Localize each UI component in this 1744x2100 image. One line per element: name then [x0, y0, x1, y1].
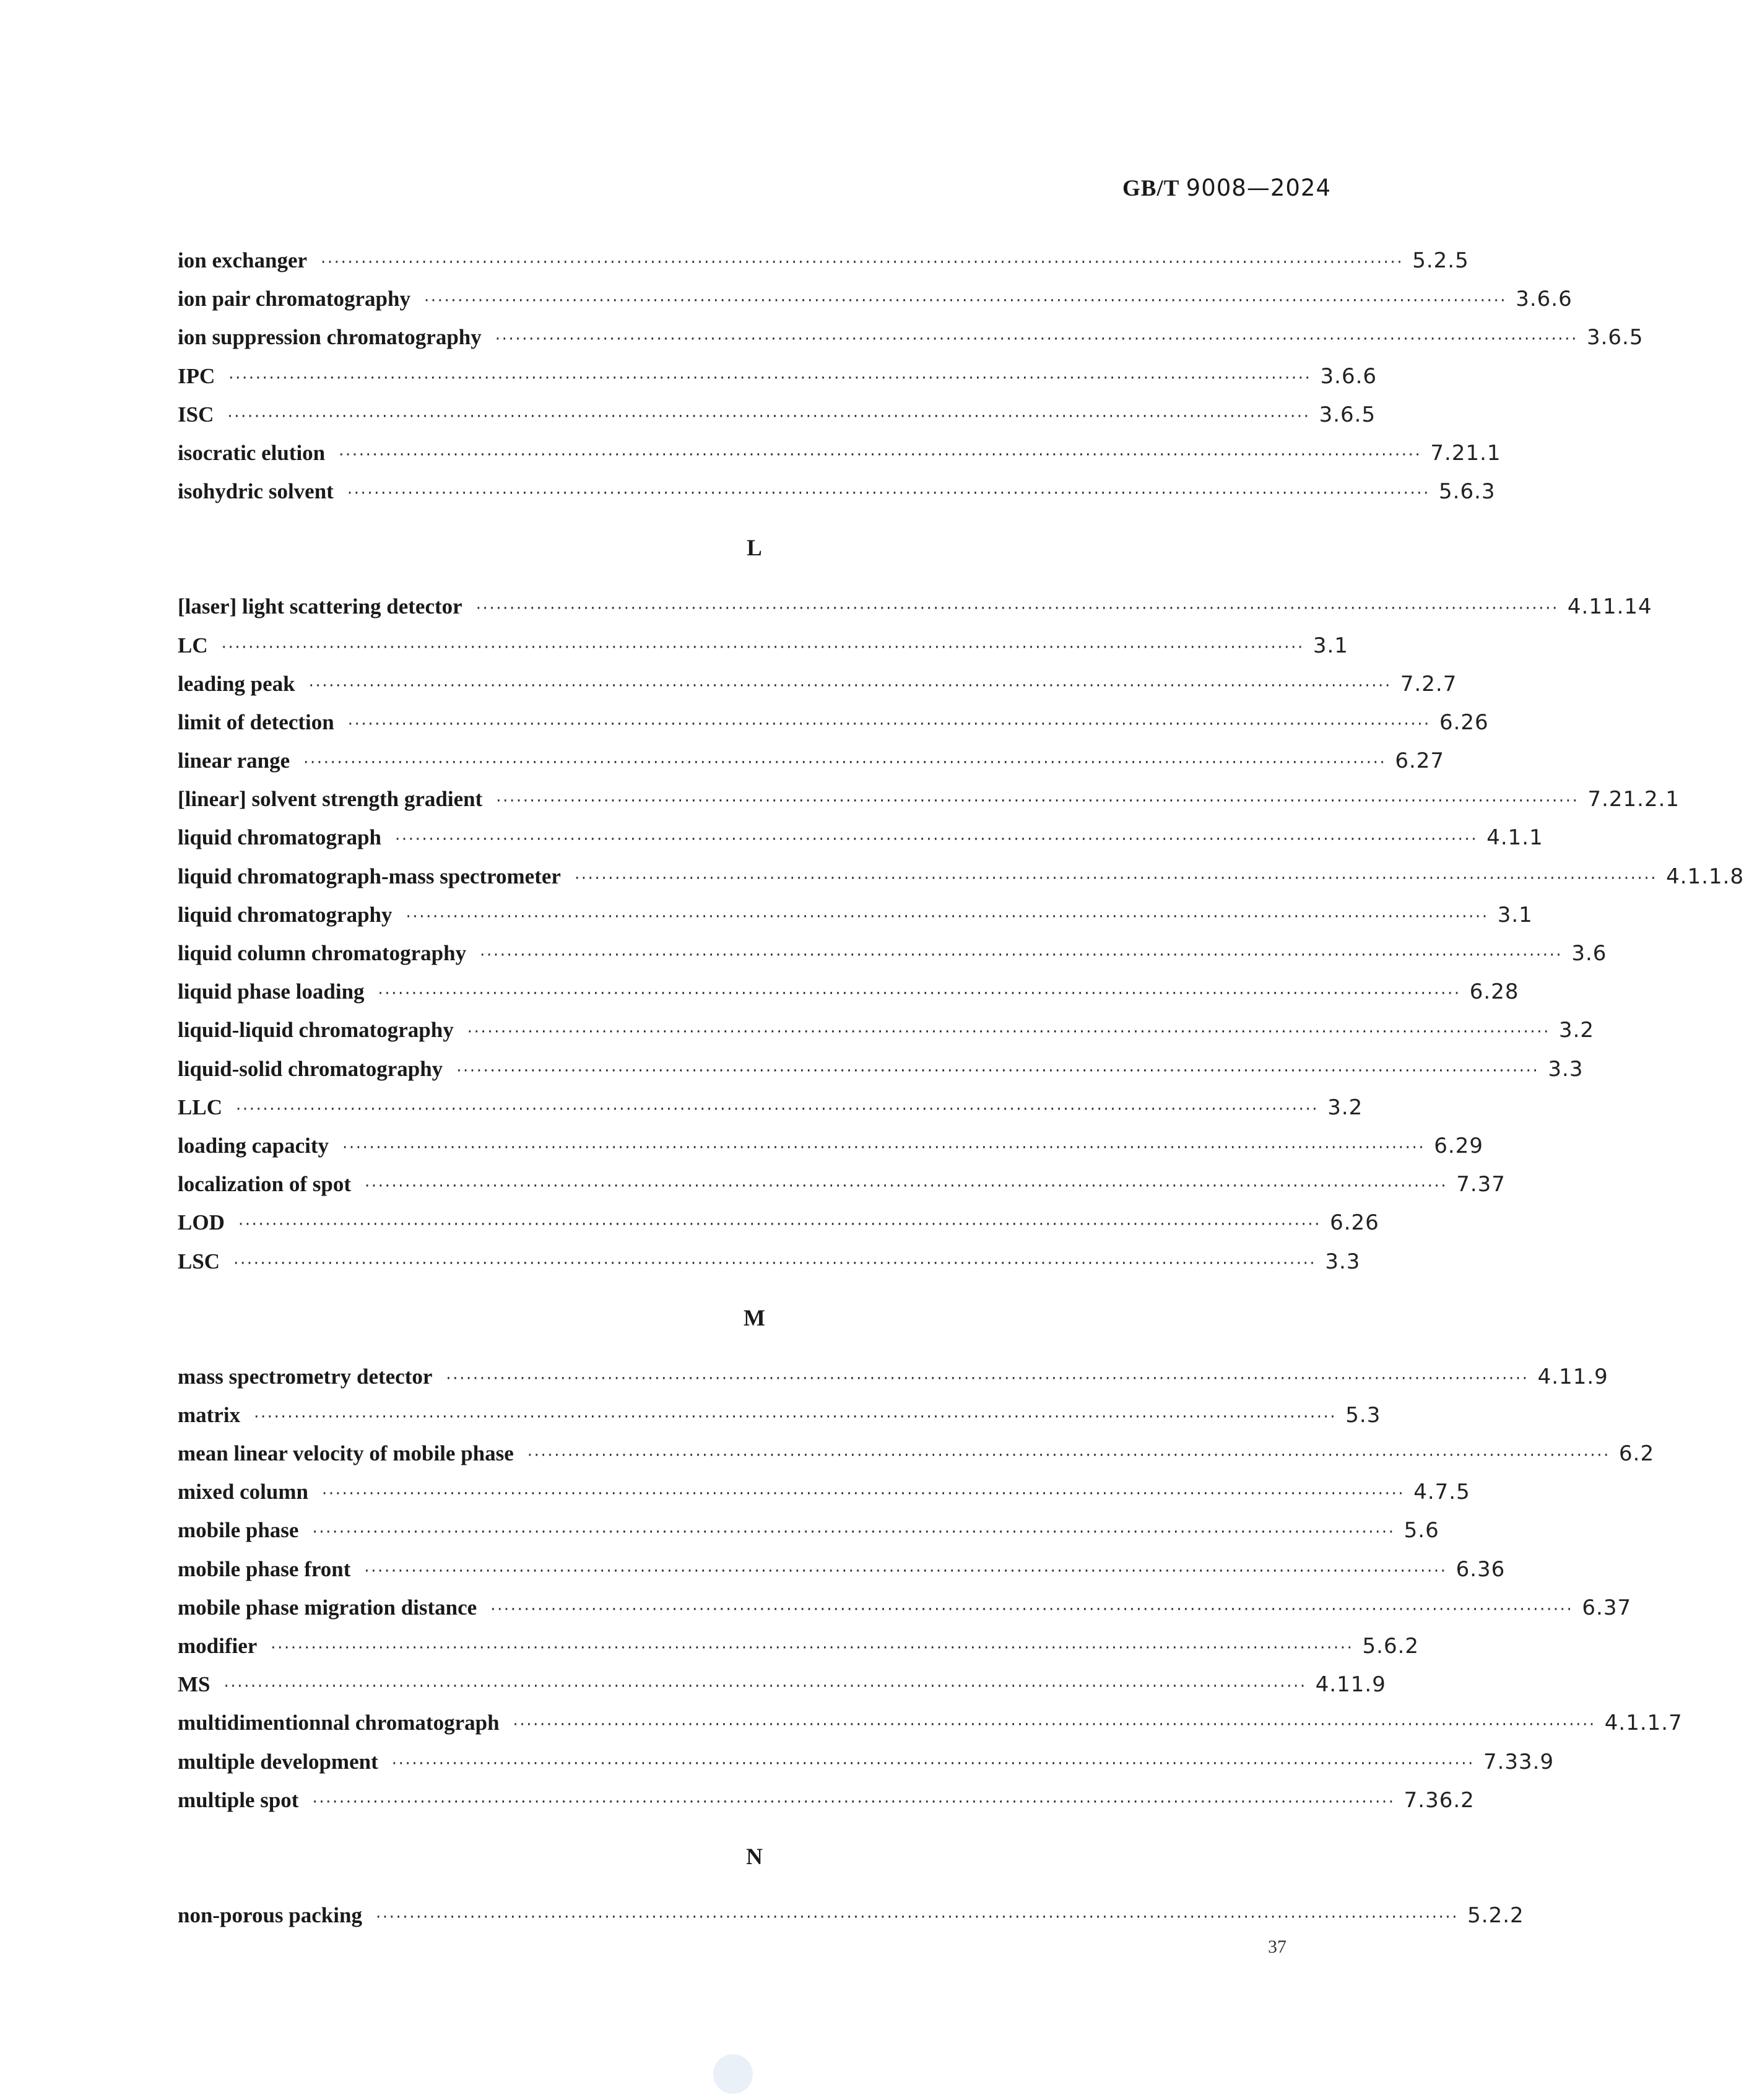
dot-leader: ·································································································································································	[456, 1061, 1540, 1080]
index-term: ISC	[178, 402, 214, 427]
index-reference: 6.29	[1434, 1133, 1483, 1158]
index-reference: 3.6.5	[1586, 325, 1644, 350]
dot-leader: ·································································································································································	[228, 368, 1312, 388]
index-entry	[178, 1627, 1420, 1665]
index-entry	[178, 1088, 1363, 1127]
index-term: localization of spot	[178, 1172, 351, 1197]
dot-leader: ·································································································································································	[480, 946, 1563, 965]
index-reference: 3.2	[1558, 1018, 1595, 1043]
index-term: LC	[178, 633, 208, 657]
standard-number: 9008—2024	[1186, 175, 1331, 201]
dot-leader: ·································································································································································	[238, 1215, 1322, 1234]
index-reference: 4.1.1.7	[1604, 1711, 1683, 1736]
index-reference: 7.37	[1456, 1172, 1506, 1197]
index-entry	[178, 857, 1744, 896]
index-reference: 4.1.1	[1486, 825, 1543, 851]
index-entry	[178, 241, 1469, 280]
index-term: multiple development	[178, 1749, 378, 1774]
index-entry	[178, 665, 1457, 703]
index-term: liquid phase loading	[178, 979, 365, 1004]
index-entry	[178, 1358, 1608, 1396]
index-term: mixed column	[178, 1480, 308, 1504]
index-term: non-porous packing	[178, 1903, 362, 1927]
dot-leader: ·································································································································································	[496, 792, 1579, 811]
index-term: liquid-liquid chromatography	[178, 1018, 454, 1043]
dot-leader: ·································································································································································	[254, 1407, 1337, 1426]
dot-leader: ·································································································································································	[235, 1100, 1319, 1119]
index-reference: 3.3	[1325, 1249, 1361, 1274]
index-reference: 3.6	[1571, 941, 1607, 966]
index-reference: 7.21.2.1	[1587, 787, 1680, 812]
dot-leader: ·································································································································································	[339, 445, 1422, 464]
index-entry	[178, 1165, 1506, 1204]
index-entry	[178, 1011, 1595, 1049]
index-reference: 4.11.9	[1537, 1364, 1608, 1389]
index-reference: 4.11.9	[1315, 1672, 1386, 1698]
index-entry	[178, 1050, 1584, 1088]
dot-leader: ·································································································································································	[574, 869, 1658, 888]
dot-leader: ·································································································································································	[495, 330, 1578, 349]
index-reference: 6.27	[1395, 748, 1445, 774]
dot-leader: ·································································································································································	[233, 1254, 1317, 1273]
dot-leader: ·································································································································································	[475, 599, 1559, 618]
index-reference: 7.2.7	[1400, 671, 1457, 696]
index-entry	[178, 896, 1533, 934]
index-entry	[178, 1589, 1632, 1627]
index-entry	[178, 1243, 1361, 1281]
index-entry	[178, 1781, 1475, 1820]
dot-leader: ·································································································································································	[321, 253, 1404, 272]
index-entry	[178, 780, 1680, 818]
index-entry	[178, 1896, 1524, 1935]
dot-leader: ·································································································································································	[490, 1600, 1574, 1619]
dot-leader: ·································································································································································	[513, 1716, 1596, 1735]
index-entry	[178, 627, 1348, 665]
dot-leader: ·································································································································································	[375, 1907, 1459, 1927]
dot-leader: ·································································································································································	[364, 1177, 1448, 1196]
index-reference: 3.3	[1548, 1056, 1584, 1082]
index-term: IPC	[178, 363, 215, 388]
dot-leader: ·································································································································································	[467, 1023, 1550, 1042]
dot-leader: ·································································································································································	[271, 1639, 1354, 1657]
index-reference: 3.1	[1497, 902, 1533, 927]
index-reference: 3.6.6	[1320, 363, 1377, 389]
index-reference: 5.6	[1403, 1518, 1439, 1543]
dot-leader: ·································································································································································	[527, 1446, 1610, 1465]
index-reference: 7.36.2	[1403, 1787, 1475, 1813]
index-reference: 6.26	[1439, 709, 1489, 735]
dot-leader: ·································································································································································	[347, 484, 1431, 503]
index-reference: 5.6.2	[1362, 1634, 1420, 1659]
index-reference: 6.37	[1582, 1595, 1632, 1620]
index-term: leading peak	[178, 671, 295, 696]
index-reference: 7.21.1	[1430, 440, 1501, 466]
index-reference: 5.2.5	[1412, 248, 1469, 273]
index-term: [laser] light scattering detector	[178, 594, 462, 619]
dot-leader: ·································································································································································	[321, 1485, 1405, 1504]
index-entry	[178, 973, 1519, 1011]
index-reference: 5.2.2	[1467, 1903, 1524, 1928]
index-entry	[178, 434, 1501, 472]
index-term: isocratic elution	[178, 440, 326, 465]
section-letter: N	[746, 1844, 763, 1870]
index-list	[178, 241, 1744, 1935]
index-reference: 3.2	[1327, 1095, 1363, 1120]
index-term: LLC	[178, 1095, 222, 1119]
index-entry	[178, 1473, 1470, 1511]
dot-leader: ·································································································································································	[303, 753, 1387, 773]
dot-leader: ·································································································································································	[308, 676, 1392, 695]
index-reference: 3.6.5	[1319, 402, 1376, 427]
index-entry	[178, 1704, 1683, 1742]
index-entry	[178, 818, 1543, 857]
dot-leader: ·································································································································································	[347, 714, 1431, 734]
index-term: LSC	[178, 1249, 220, 1273]
index-reference: 6.26	[1330, 1210, 1379, 1236]
index-term: isohydric solvent	[178, 479, 334, 504]
index-entry	[178, 1204, 1379, 1242]
index-term: mobile phase migration distance	[178, 1595, 477, 1620]
dot-leader: ·································································································································································	[446, 1369, 1529, 1388]
page-number: 37	[1268, 1937, 1286, 1957]
index-entry	[178, 318, 1644, 357]
page-header	[1122, 175, 1331, 202]
index-entry	[178, 588, 1652, 626]
index-entry	[178, 357, 1377, 396]
index-term: loading capacity	[178, 1133, 329, 1158]
index-entry	[178, 1127, 1483, 1165]
index-term: liquid column chromatography	[178, 941, 467, 965]
dot-leader: ·································································································································································	[378, 984, 1461, 1004]
index-entry	[178, 280, 1573, 318]
index-term: matrix	[178, 1402, 241, 1427]
index-entry	[178, 1743, 1555, 1781]
index-entry	[178, 472, 1496, 511]
index-term: liquid chromatograph-mass spectrometer	[178, 864, 561, 888]
index-reference: 4.1.1.8	[1666, 864, 1744, 889]
index-entry	[178, 1396, 1381, 1434]
index-reference: 6.2	[1619, 1441, 1655, 1467]
section-letter: M	[744, 1305, 765, 1331]
index-term: linear range	[178, 748, 290, 773]
index-term: mean linear velocity of mobile phase	[178, 1441, 514, 1466]
dot-leader: ·································································································································································	[395, 830, 1478, 849]
standard-code: GB/T	[1122, 176, 1180, 201]
dot-leader: ·································································································································································	[312, 1523, 1395, 1542]
index-term: multidimentionnal chromatograph	[178, 1711, 500, 1735]
dot-leader: ·································································································································································	[423, 292, 1508, 311]
index-term: multiple spot	[178, 1787, 299, 1812]
dot-leader: ·································································································································································	[406, 907, 1489, 926]
index-entry	[178, 742, 1445, 780]
index-term: limit of detection	[178, 709, 334, 734]
index-entry	[178, 1550, 1506, 1589]
index-term: mass spectrometry detector	[178, 1364, 433, 1389]
index-term: [linear] solvent strength gradient	[178, 787, 483, 812]
index-reference: 3.1	[1312, 633, 1348, 658]
section-letter: L	[747, 536, 762, 562]
index-reference: 5.3	[1345, 1402, 1381, 1428]
watermark-logo	[713, 2054, 753, 2094]
index-term: modifier	[178, 1634, 258, 1658]
index-term: liquid chromatography	[178, 902, 393, 927]
dot-leader: ·································································································································································	[342, 1138, 1426, 1157]
dot-leader: ·································································································································································	[312, 1792, 1395, 1811]
index-entry	[178, 934, 1607, 973]
index-term: LOD	[178, 1210, 225, 1235]
index-reference: 6.36	[1456, 1556, 1506, 1582]
index-term: mobile phase front	[178, 1556, 351, 1581]
index-term: ion exchanger	[178, 248, 308, 272]
dot-leader: ·································································································································································	[391, 1754, 1475, 1773]
index-term: liquid-solid chromatography	[178, 1056, 443, 1081]
index-reference: 4.11.14	[1567, 594, 1652, 620]
index-reference: 4.7.5	[1413, 1480, 1470, 1505]
index-entry	[178, 1665, 1386, 1704]
index-reference: 6.28	[1469, 979, 1519, 1005]
index-entry	[178, 703, 1489, 742]
index-term: ion pair chromatography	[178, 287, 410, 311]
dot-leader: ·································································································································································	[364, 1561, 1447, 1581]
index-reference: 5.6.3	[1439, 479, 1496, 505]
index-term: MS	[178, 1672, 210, 1697]
index-reference: 3.6.6	[1516, 287, 1573, 312]
index-reference: 7.33.9	[1483, 1749, 1555, 1774]
index-entry	[178, 396, 1376, 434]
index-entry	[178, 1434, 1655, 1473]
dot-leader: ·································································································································································	[227, 407, 1311, 426]
index-entry	[178, 1511, 1439, 1550]
index-term: mobile phase	[178, 1518, 299, 1543]
dot-leader: ·································································································································································	[223, 1677, 1307, 1696]
index-term: ion suppression chromatography	[178, 325, 482, 350]
dot-leader: ·································································································································································	[221, 638, 1304, 657]
index-term: liquid chromatograph	[178, 825, 381, 850]
